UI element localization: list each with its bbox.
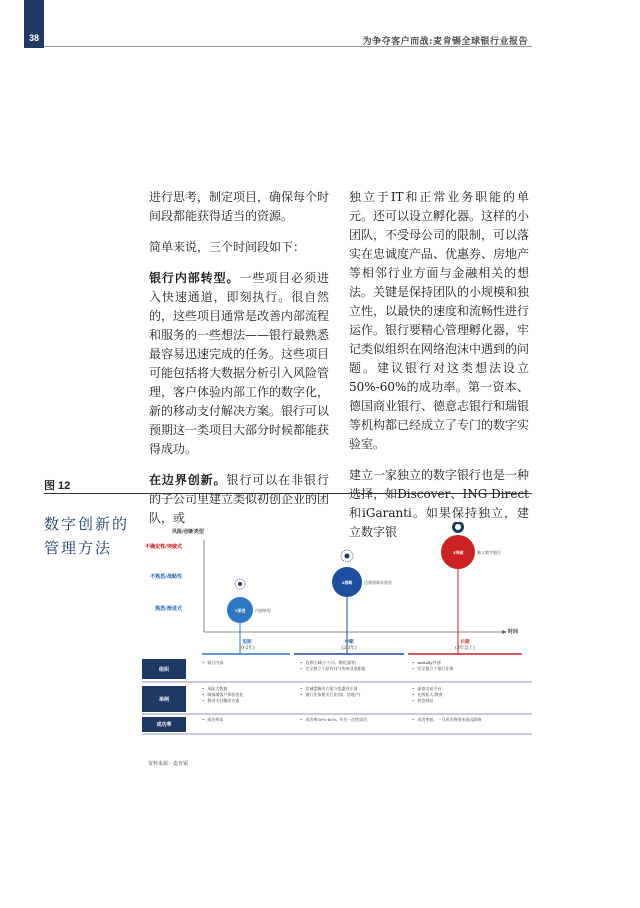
row-head-success: 成功率 <box>142 717 186 732</box>
header-divider <box>44 46 532 47</box>
cell-examples-short <box>202 686 292 704</box>
list-item: • initially外部 <box>412 660 522 666</box>
y-level-incremental: 熟悉/渐进式 <box>155 606 182 612</box>
body-column-left <box>149 188 329 540</box>
figure-divider <box>44 493 532 494</box>
bubble-tag-3: 独立数字银行 <box>477 550 501 555</box>
target-icon <box>238 582 242 586</box>
x-axis-title: 时间 <box>508 629 519 635</box>
y-level-breakthrough: 不确定性/突破式 <box>145 544 182 550</box>
y-level-strategic: 不熟悉/战略性 <box>150 574 182 580</box>
bubble-tag-2: 边界创新实验室 <box>364 580 392 585</box>
period-long: 长期 (3年以上) <box>455 640 475 651</box>
target-icon-core <box>455 524 461 530</box>
page-number: 38 <box>24 0 44 48</box>
list-item: • 在线私人/教育 <box>412 692 522 698</box>
paragraph: 独立于IT和正常业务职能的单元。还可以设立孵化器。这样的小团队，不受母公司的限制，可以落实在忠诚度产品、优惠券、房地产等相邻行业方面与金融相关的想法。关键是保持团队的小规模和独立性，以最快的速度和流畅性进行运作。银行要精心管理孵化器，牢记类似组织在网络泡沫中遇到的问题。建议银行对这类想法设立50%-60%的成功率。第一资本、德国商业银行、德意志银行和瑞银等机构都已经成立了专门的数字实验室。 <box>349 190 530 451</box>
list-item: • 银行业务相关行业(如，房地产) <box>300 692 405 698</box>
bubble-label-3: 3突破 <box>452 550 464 555</box>
body-column-right <box>349 188 529 554</box>
list-item: • 成功率低，一旦成功将带来深远影响 <box>412 717 522 723</box>
list-item: • 虚拟交易平台 <box>412 686 522 692</box>
list-item: • 成功率高 <box>202 717 292 723</box>
bubble-tag-1: 内部转型 <box>255 608 271 613</box>
list-item: • 完全独立于银行业务 <box>412 666 522 672</box>
paragraph: 进行思考，制定项目，确保每个时间段都能获得适当的资源。 <box>149 190 330 223</box>
list-item: • 忠诚度解决方案与优惠券计划 <box>300 686 405 692</box>
list-item: • 风险大数据 <box>202 686 292 692</box>
bubble-label-2: 2战略 <box>341 580 353 585</box>
list-item: • 边界区域(子公司、孵化器等) <box>300 660 405 666</box>
paragraph: 在边界创新。银行可以在非银行的子公司里建立类似初创企业的团队，或 <box>149 473 330 525</box>
running-title: 为争夺客户而战:麦肯锡全球银行业报告 <box>362 37 528 47</box>
list-item: • 移动支付解决方案 <box>202 698 292 704</box>
period-mid: 中期 (2-3年) <box>341 640 357 651</box>
row-head-examples: 举例 <box>142 686 186 712</box>
target-icon <box>345 554 350 559</box>
cell-success-mid <box>300 717 405 723</box>
cell-success-long <box>412 717 522 723</box>
list-item: • 银行内部 <box>202 660 292 666</box>
cell-examples-long <box>412 686 522 704</box>
cell-organization-mid <box>300 660 405 672</box>
list-item: • 顾客端客户体验优化 <box>202 692 292 698</box>
cell-organization-long <box>412 660 522 672</box>
bubble-label-1: 1渐进 <box>234 608 246 613</box>
figure-source: 资料来源：麦肯锡 <box>148 761 189 767</box>
innovation-diagram <box>142 522 542 772</box>
paragraph: 建立一家独立的数字银行也是一种选择，如Discover、ING Direct和iGaranti。如果保持独立，建立数字银 <box>349 468 530 539</box>
y-axis-title: 风险/创新类型 <box>172 529 204 535</box>
period-short: 短期 (0-2年) <box>239 640 255 651</box>
figure-title: 数字创新的管理方法 <box>44 515 130 557</box>
cell-success-short <box>202 717 292 723</box>
paragraph: 简单来说，三个时间段如下： <box>149 240 306 254</box>
list-item: • 完全独立于原有IT与传统业务职能 <box>300 666 405 672</box>
x-axis-arrow <box>502 630 507 634</box>
paragraph: 银行内部转型。一些项目必须进入快速通道，即刻执行。很自然的，这些项目通常是改善内部流程和服务的一些想法——银行最熟悉最容易迅速完成的任务。这些项目可能包括将大数据分析引入风险管理，客户体验内部工作的数字化，新的移动支付解决方案。银行可以预期这一类项目大部分时候都能获得成功。 <box>149 271 330 456</box>
cell-organization-short <box>202 660 292 666</box>
list-item: • 成功率50%-60%, 多为一次性成功 <box>300 717 405 723</box>
cell-examples-mid <box>300 686 405 698</box>
figure-label: 图 12 <box>44 480 71 492</box>
row-head-organization: 组织 <box>142 659 186 679</box>
list-item: • 约会网站 <box>412 698 522 704</box>
